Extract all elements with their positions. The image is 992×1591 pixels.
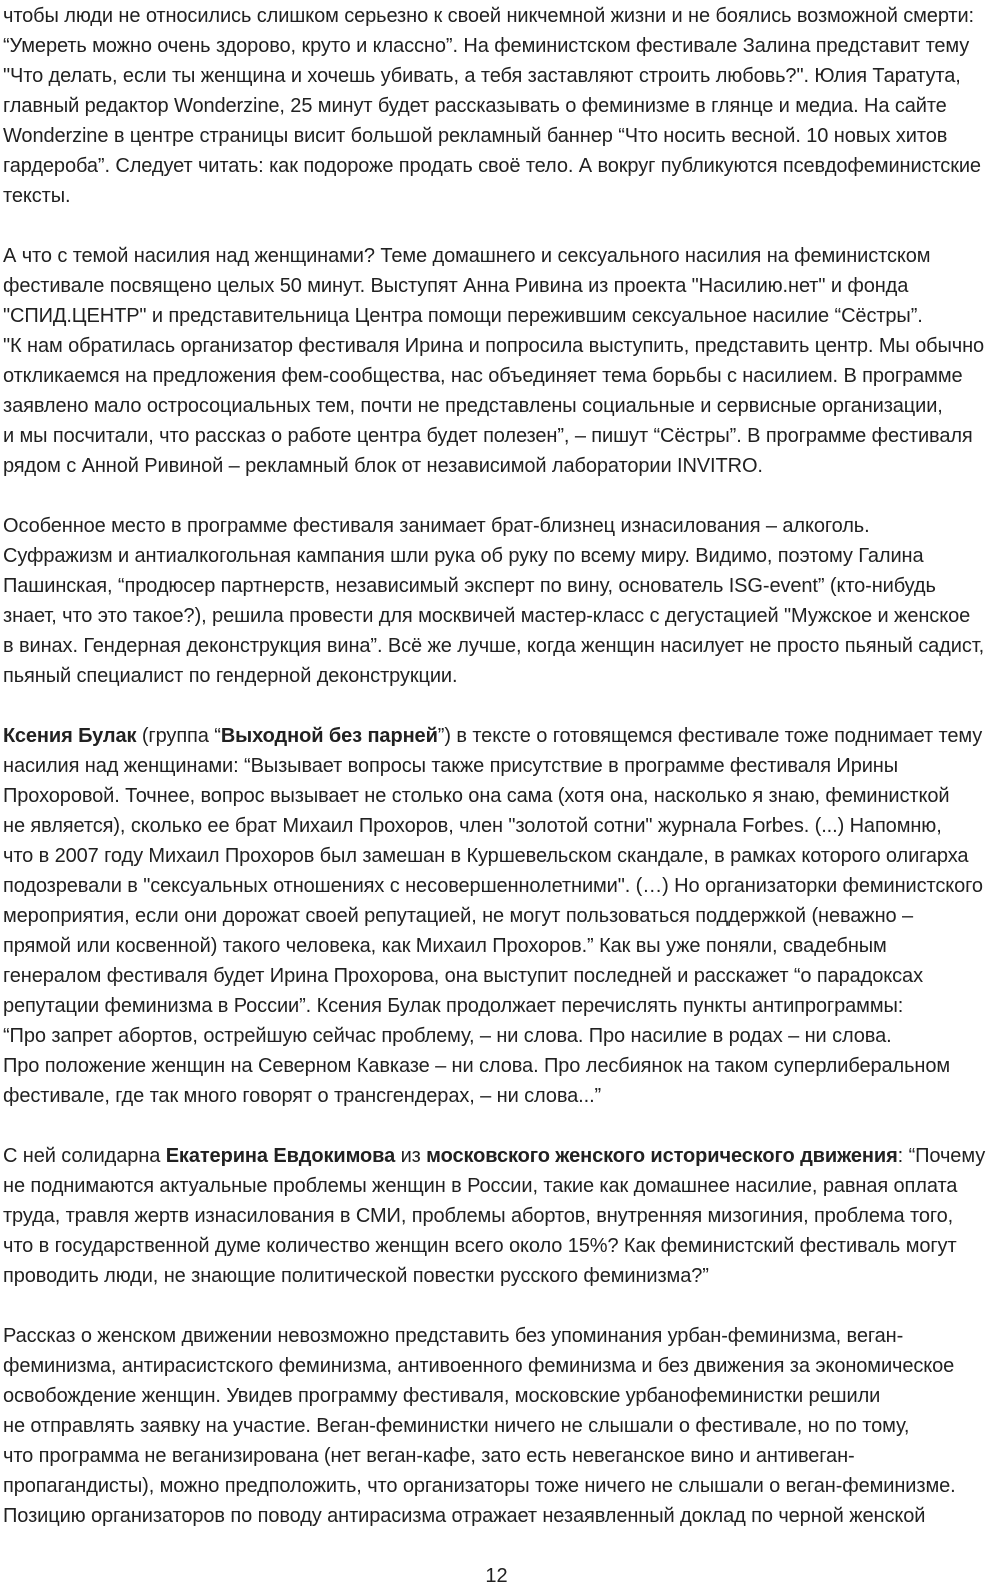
text-line [3, 601, 990, 631]
text-run: пьяный специалист по гендерной деконструкции. [3, 665, 458, 687]
text-run: феминизма, антирасистского феминизма, антивоенного феминизма и без движения за экономическое [3, 1355, 955, 1377]
text-run: пропагандисты), можно предположить, что организаторы тоже ничего не слышали о веган-феминизме. [3, 1475, 956, 1497]
text-run: не отправлять заявку на участие. Веган-феминистки ничего не слышали о фестивале, но по тому, [3, 1415, 910, 1437]
text-run: прямой или косвенной) такого человека, как Михаил Прохоров.” Как вы уже поняли, свадебным [3, 935, 887, 957]
text-run: гардероба”. Следует читать: как подороже продать своё тело. А вокруг публикуются псевдофеминистские [3, 155, 981, 177]
text-line [3, 391, 990, 421]
text-line [3, 571, 990, 601]
text-line [3, 121, 990, 151]
text-run: репутации феминизма в России”. Ксения Булак продолжает перечислять пункты антипрограммы: [3, 995, 904, 1017]
bold-text-run: Екатерина Евдокимова [165, 1145, 396, 1167]
text-run: Позицию организаторов по поводу антирасизма отражает незаявленный доклад по черной женской [3, 1505, 926, 1527]
text-run: не является), сколько ее брат Михаил Прохоров, член "золотой сотни" журнала Forbes. (...) Напомню, [3, 815, 942, 837]
text-line [3, 91, 990, 121]
text-run: генералом фестиваля будет Ирина Прохорова, она выступит последней и расскажет “о парадоксах [3, 965, 923, 987]
text-run: "К нам обратилась организатор фестиваля Ирина и попросила выступить, представить центр. Мы обычно [3, 335, 985, 357]
text-run: мероприятия, если они дорожат своей репутацией, не могут пользоваться поддержкой (неважно – [3, 905, 914, 927]
text-run: “Умереть можно очень здорово, круто и классно”. На феминистском фестивале Залина представит тему [3, 35, 970, 57]
text-run: ”) в тексте о готовящемся фестивале тоже поднимает тему [437, 725, 983, 747]
paragraph [3, 1, 990, 211]
text-line [3, 181, 990, 211]
text-line [3, 721, 990, 751]
text-line [3, 1411, 990, 1441]
text-line [3, 751, 990, 781]
text-line [3, 1321, 990, 1351]
text-run: рядом с Анной Ривиной – рекламный блок от независимой лаборатории INVITRO. [3, 455, 763, 477]
page-number: 12 [485, 1565, 508, 1587]
text-run: "СПИД.ЦЕНТР" и представительница Центра помощи пережившим сексуальное насилие “Сёстры”. [3, 305, 923, 327]
text-line [3, 241, 990, 271]
text-run: тексты. [3, 185, 71, 207]
text-run: подозревали в "сексуальных отношениях с несовершеннолетними". (…) Но организаторки феминистского [3, 875, 983, 897]
text-line [3, 841, 990, 871]
text-run: “Про запрет абортов, острейшую сейчас проблему, – ни слова. Про насилие в родах – ни слова. [3, 1025, 892, 1047]
text-run: в винах. Гендерная деконструкция вина”. Всё же лучше, когда женщин насилует не просто пьяный садист, [3, 635, 985, 657]
text-line [3, 631, 990, 661]
text-line [3, 1201, 990, 1231]
text-line [3, 1471, 990, 1501]
text-line [3, 661, 990, 691]
bold-text-run: Выходной без парней [220, 725, 438, 747]
text-run: откликаемся на предложения фем-сообщества, нас объединяет тема борьбы с насилием. В программе [3, 365, 963, 387]
text-line [3, 871, 990, 901]
paragraph [3, 1141, 990, 1291]
text-line [3, 301, 990, 331]
text-run: Суфражизм и антиалкогольная кампания шли рука об руку по всему миру. Видимо, поэтому Галина [3, 545, 924, 567]
text-line [3, 1141, 990, 1171]
text-run: что в государственной думе количество женщин всего около 15%? Как феминистский фестиваль могут [3, 1235, 957, 1257]
text-line [3, 811, 990, 841]
text-run: Рассказ о женском движении невозможно представить без упоминания урбан-феминизма, веган- [3, 1325, 904, 1347]
document-text [3, 1, 990, 1531]
text-line [3, 361, 990, 391]
text-run: Wonderzine в центре страницы висит большой рекламный баннер “Что носить весной. 10 новых хитов [3, 125, 948, 147]
text-run: знает, что это такое?), решила провести для москвичей мастер-класс с дегустацией "Мужское и женское [3, 605, 971, 627]
text-run: насилия над женщинами: “Вызывает вопросы также присутствие в программе фестиваля Ирины [3, 755, 899, 777]
text-line [3, 781, 990, 811]
text-line [3, 31, 990, 61]
text-line [3, 991, 990, 1021]
text-line [3, 1381, 990, 1411]
paragraph [3, 241, 990, 481]
text-line [3, 1501, 990, 1531]
paragraph [3, 511, 990, 691]
text-run: труда, травля жертв изнасилования в СМИ, проблемы абортов, внутренняя мизогиния, проблема того, [3, 1205, 954, 1227]
bold-text-run: московского женского исторического движения [426, 1145, 898, 1167]
paragraph [3, 1321, 990, 1531]
text-line [3, 1261, 990, 1291]
text-run: С ней солидарна [3, 1145, 166, 1167]
text-line [3, 1351, 990, 1381]
text-run: Особенное место в программе фестиваля занимает брат-близнец изнасилования – алкоголь. [3, 515, 870, 537]
text-run: не поднимаются актуальные проблемы женщин в России, такие как домашнее насилие, равная оплата [3, 1175, 958, 1197]
text-line [3, 1021, 990, 1051]
text-line [3, 451, 990, 481]
text-line [3, 421, 990, 451]
text-line [3, 1081, 990, 1111]
text-run: чтобы люди не относились слишком серьезно к своей никчемной жизни и не боялись возможной смерти: [3, 5, 975, 27]
text-run: главный редактор Wonderzine, 25 минут будет рассказывать о феминизме в глянце и медиа. На сайте [3, 95, 947, 117]
text-line [3, 61, 990, 91]
text-run: Про положение женщин на Северном Кавказе – ни слова. Про лесбиянок на таком суперлиберальном [3, 1055, 951, 1077]
text-run: : “Почему [897, 1145, 986, 1167]
text-run: что в 2007 году Михаил Прохоров был замешан в Куршевельском скандале, в рамках которого олигарха [3, 845, 969, 867]
text-run: (группа “ [136, 725, 221, 747]
text-line [3, 1441, 990, 1471]
text-run: фестивале посвящено целых 50 минут. Выступят Анна Ривина из проекта "Насилию.нет" и фонда [3, 275, 909, 297]
text-run: освобождение женщин. Увидев программу фестиваля, московские урбанофеминистки решили [3, 1385, 881, 1407]
text-line [3, 961, 990, 991]
text-run: А что с темой насилия над женщинами? Теме домашнего и сексуального насилия на феминистском [3, 245, 931, 267]
text-line [3, 511, 990, 541]
text-line [3, 541, 990, 571]
paragraph [3, 721, 990, 1111]
text-run: Пашинская, “продюсер партнерств, независимый эксперт по вину, основатель ISG-event” (кто-нибудь [3, 575, 936, 597]
text-run: из [395, 1145, 427, 1167]
text-run: Прохоровой. Точнее, вопрос вызывает не столько она сама (хотя она, насколько я знаю, феминисткой [3, 785, 950, 807]
text-run: что программа не веганизирована (нет веган-кафе, зато есть невеганское вино и антивеган- [3, 1445, 855, 1467]
text-line [3, 1231, 990, 1261]
text-run: заявлено мало остросоциальных тем, почти не представлены социальные и сервисные организации, [3, 395, 943, 417]
text-run: проводить люди, не знающие политической повестки русского феминизма?” [3, 1265, 709, 1287]
text-line [3, 931, 990, 961]
text-line [3, 1051, 990, 1081]
text-line [3, 151, 990, 181]
text-line [3, 271, 990, 301]
text-line [3, 901, 990, 931]
text-run: фестивале, где так много говорят о трансгендерах, – ни слова...” [3, 1085, 602, 1107]
text-line [3, 1171, 990, 1201]
text-run: и мы посчитали, что рассказ о работе центра будет полезен”, – пишут “Сёстры”. В программе фестиваля [3, 425, 973, 447]
text-line [3, 331, 990, 361]
bold-text-run: Ксения Булак [3, 725, 137, 747]
text-run: "Что делать, если ты женщина и хочешь убивать, а тебя заставляют строить любовь?". Юлия Таратута, [3, 65, 961, 87]
text-line [3, 1, 990, 31]
